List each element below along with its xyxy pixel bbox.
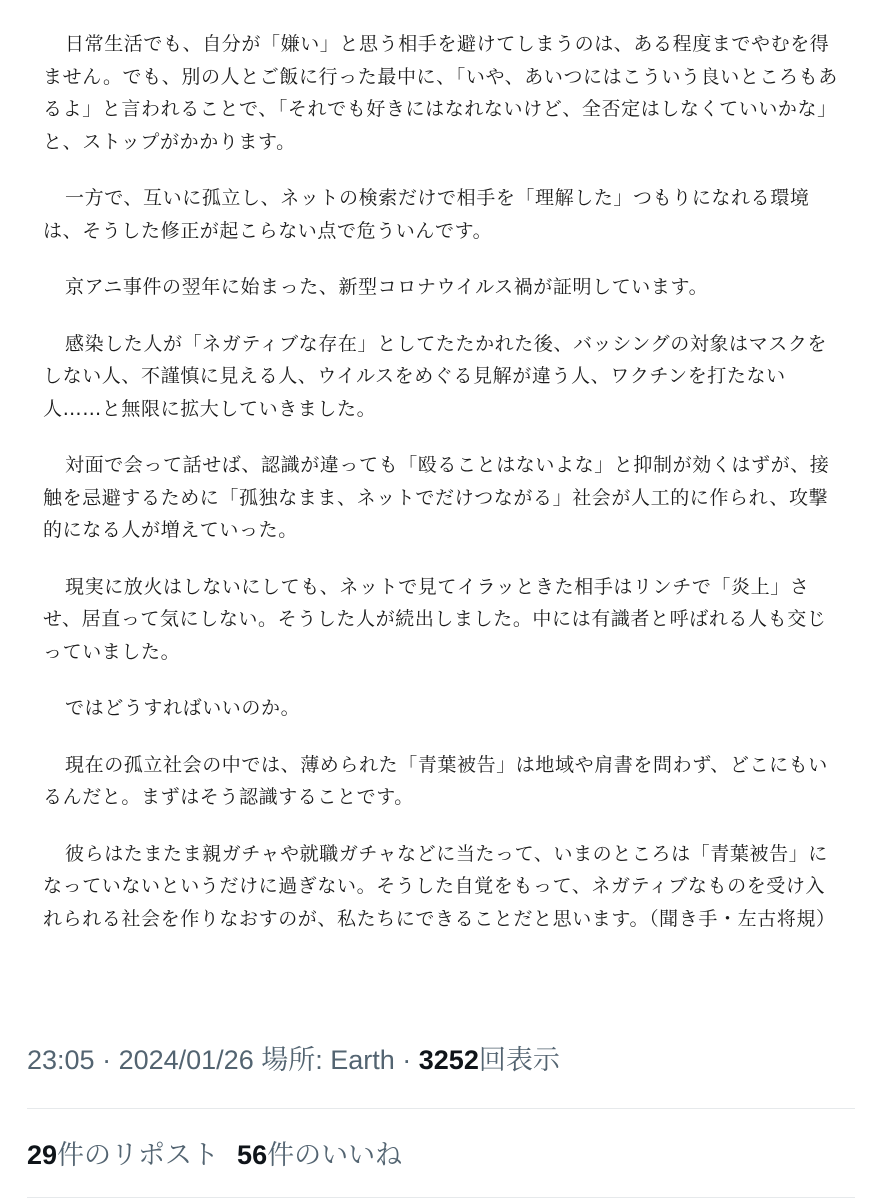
article-paragraph: 彼らはたまたま親ガチャや就職ガチャなどに当たって、いまのところは「青葉被告」になっていないというだけに過ぎない。そうした自覚をもって、ネガティブなものを受け入れられる社会を作りなおすのが、私たちにできることだと思います。（聞き手・左古将規） — [43, 842, 836, 930]
article-paragraph: 京アニ事件の翌年に始まった、新型コロナウイルス禍が証明しています。 — [65, 276, 709, 298]
post-date[interactable]: 2024/01/26 — [118, 1045, 254, 1075]
views-count: 3252 — [418, 1045, 479, 1075]
separator: · — [94, 1045, 119, 1075]
article-paragraph: 現実に放火はしないにしても、ネットで見てイラッときた相手はリンチで「炎上」させ、居直って気にしない。そうした人が続出しました。中には有識者と呼ばれる人も交じっていました。 — [43, 575, 827, 663]
article-paragraph: 感染した人が「ネガティブな存在」としてたたかれた後、バッシングの対象はマスクをしない人、不謹慎に見える人、ウイルスをめぐる見解が違う人、ワクチンを打たない人……と無限に拡大していきました。 — [43, 332, 828, 420]
article-paragraph: 対面で会って話せば、認識が違っても「殴ることはないよな」と抑制が効くはずが、接触を忌避するために「孤独なまま、ネットでだけつながる」社会が人工的に作られ、攻撃的になる人が増えていった。 — [43, 454, 830, 541]
article-paragraph: 一方で、互いに孤立し、ネットの検索だけで相手を「理解した」つもりになれる環境は、そうした修正が起こらない点で危ういんです。 — [43, 187, 810, 242]
separator: · — [394, 1045, 419, 1075]
likes-link[interactable] — [237, 1133, 402, 1172]
divider — [27, 1108, 855, 1109]
reposts-count: 29 — [27, 1140, 58, 1170]
reposts-label: 件のリポスト — [57, 1140, 220, 1170]
likes-label: 件のいいね — [267, 1140, 403, 1170]
article-paragraph: 現在の孤立社会の中では、薄められた「青葉被告」は地域や肩書を問わず、どこにもいるんだと。まずはそう認識することです。 — [43, 753, 828, 808]
engagement-stats — [27, 1133, 420, 1172]
post-time[interactable]: 23:05 — [27, 1045, 95, 1075]
reposts-link[interactable] — [27, 1133, 219, 1172]
post-location: 場所: Earth — [253, 1045, 395, 1075]
divider — [27, 1197, 855, 1198]
views-label: 回表示 — [478, 1045, 560, 1075]
likes-count: 56 — [237, 1140, 268, 1170]
post-metadata — [27, 1038, 560, 1077]
article-paragraph: ではどうすればいいのか。 — [65, 697, 301, 719]
article-image-text — [43, 28, 843, 959]
article-paragraph: 日常生活でも、自分が「嫌い」と思う相手を避けてしまうのは、ある程度までやむを得ません。でも、別の人とご飯に行った最中に、「いや、あいつにはこういう良いところもあるよ」と言われることで、「それでも好きにはなれないけど、全否定はしなくていいかな」と、ストップがかかります。 — [43, 33, 838, 153]
